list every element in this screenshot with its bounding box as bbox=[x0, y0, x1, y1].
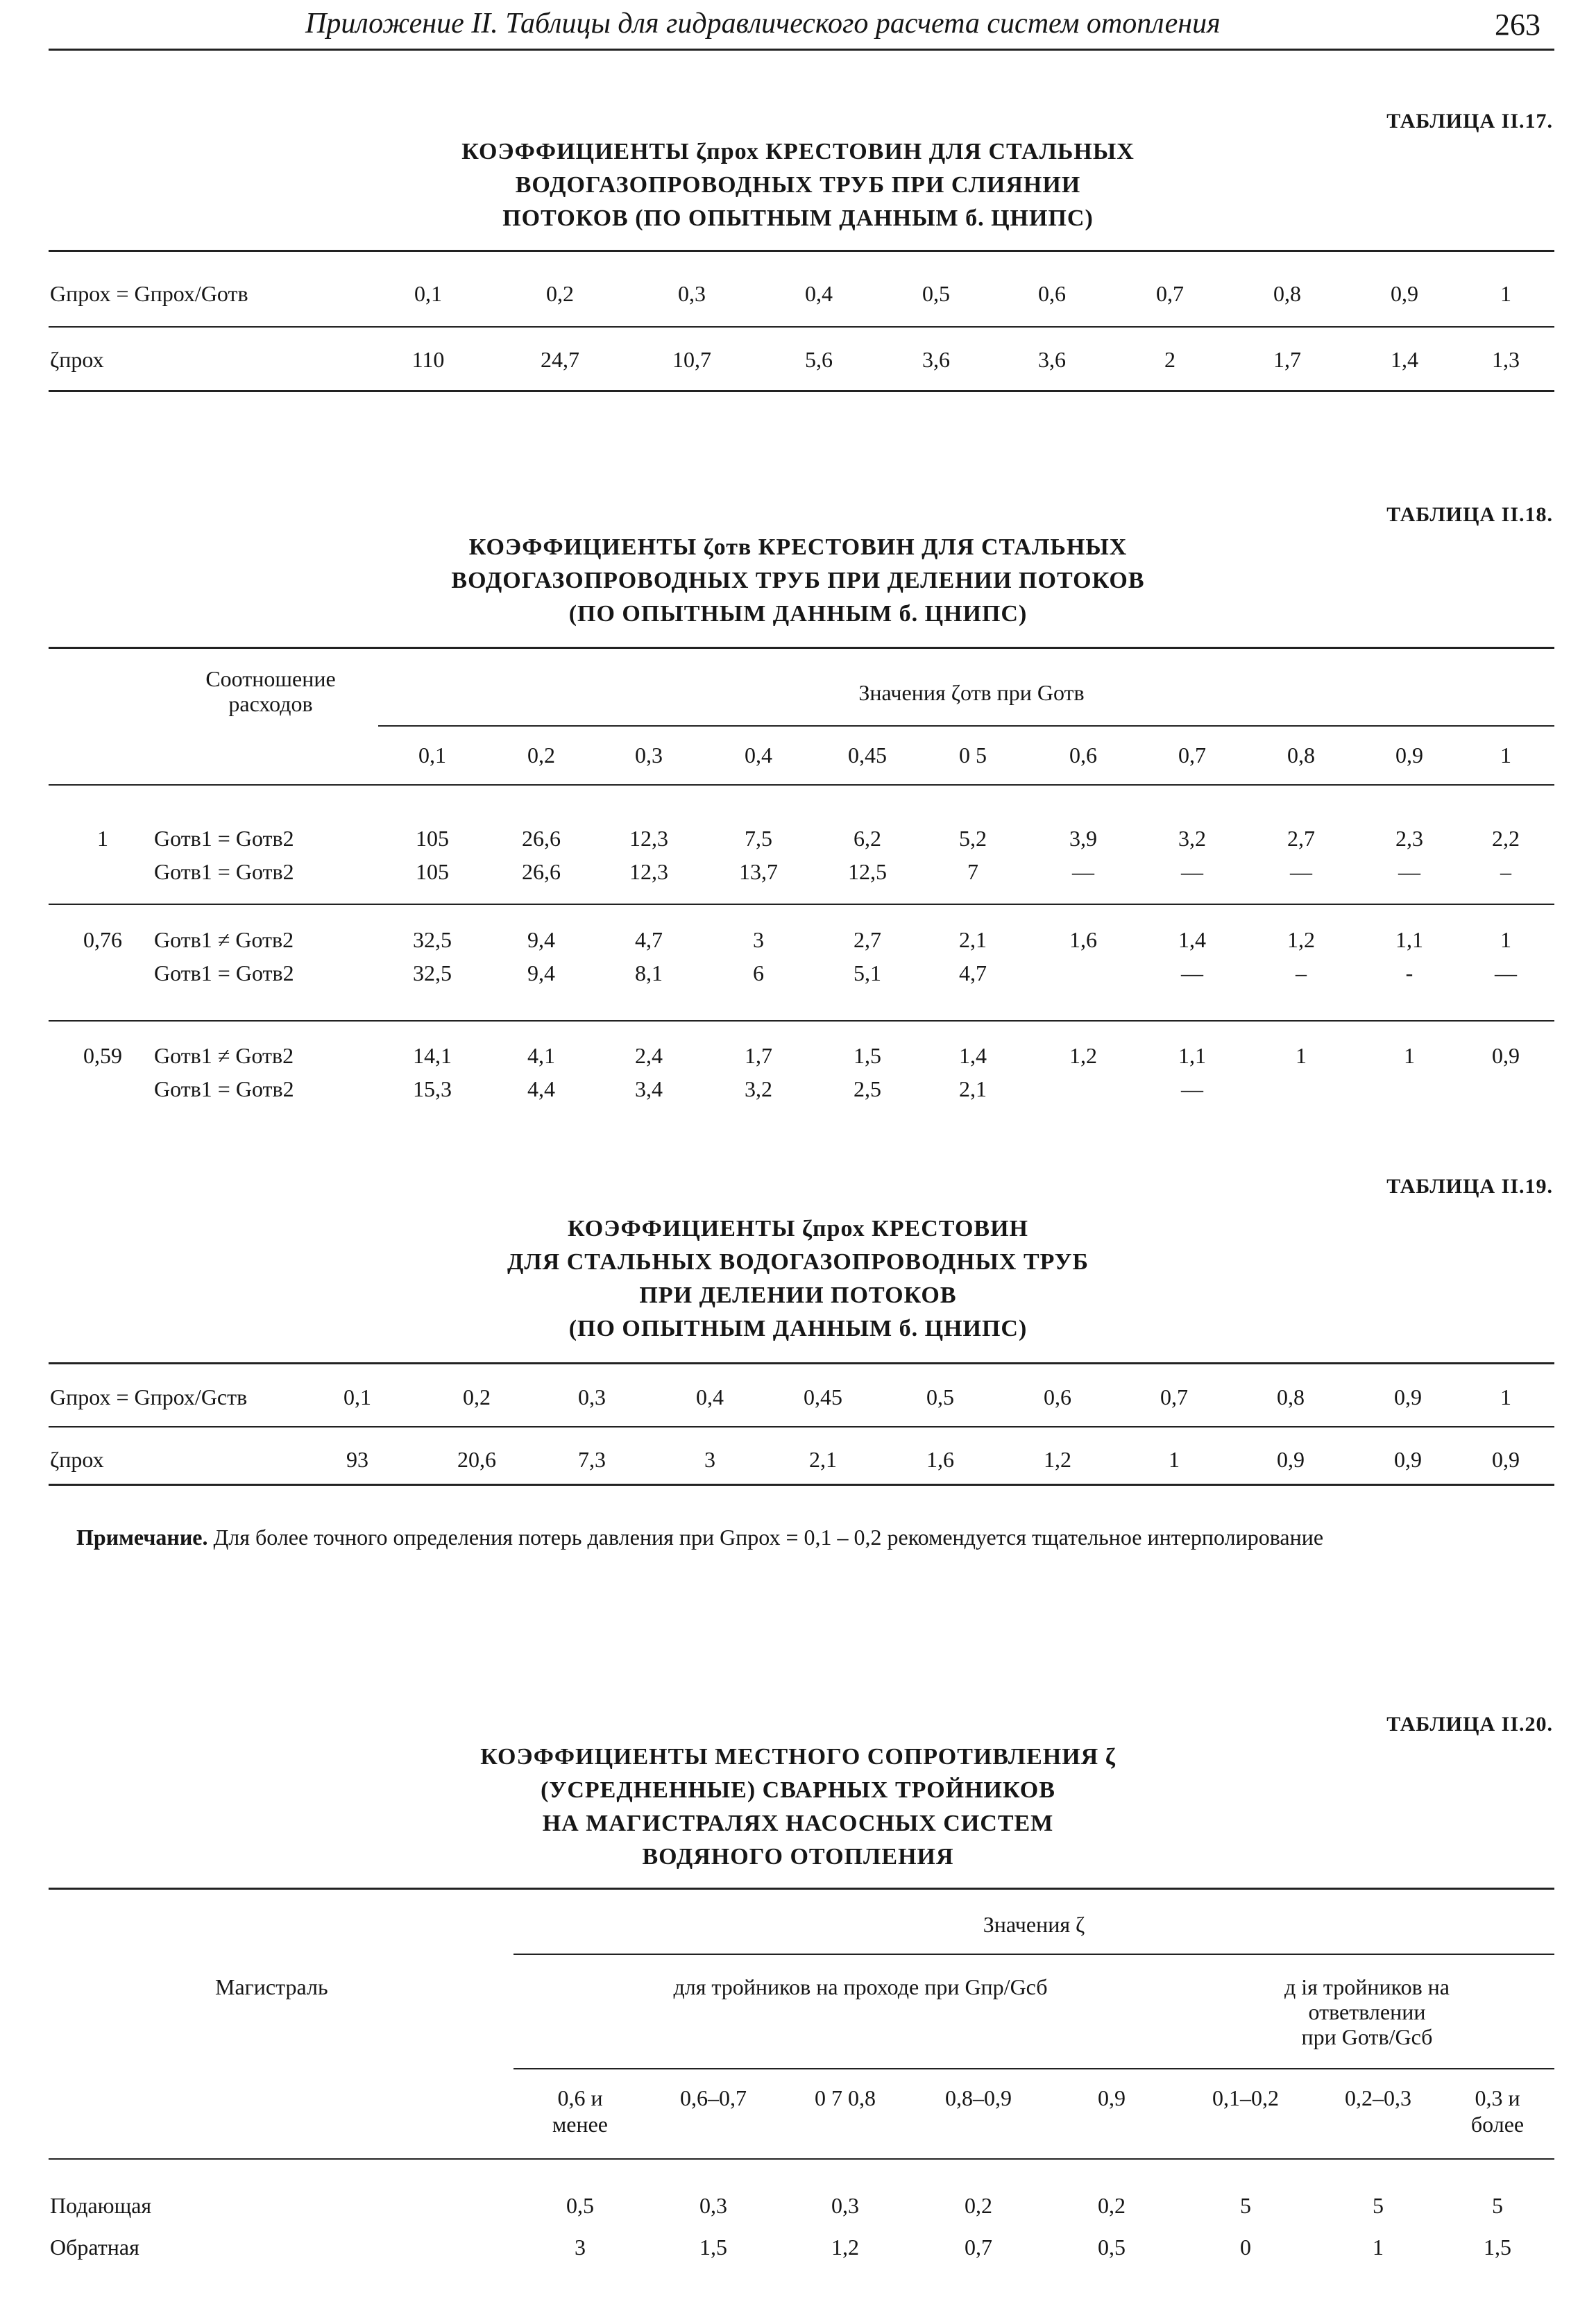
value-cell: 0,3 bbox=[699, 2193, 727, 2218]
zeta-value-cell: 3,6 bbox=[922, 347, 950, 372]
table-rule bbox=[49, 1484, 1554, 1486]
row-label-zeta: ζпрох bbox=[50, 347, 104, 372]
range-cell: 0 7 0,8 bbox=[815, 2085, 876, 2110]
g-value-cell: 0,8 bbox=[1277, 1384, 1305, 1409]
g-value-cell: 0,6 bbox=[1069, 743, 1097, 768]
value-cell: 5 bbox=[1492, 2193, 1503, 2218]
g-value-cell: 1 bbox=[1500, 281, 1511, 306]
value-cell: 2,2 bbox=[1492, 826, 1520, 851]
value-cell: 3,4 bbox=[635, 1076, 663, 1101]
zeta-value-cell: 1 bbox=[1169, 1447, 1180, 1472]
condition-cell: Gотв1 = Gотв2 bbox=[154, 859, 294, 884]
value-cell: 9,4 bbox=[527, 927, 555, 952]
value-cell: 12,3 bbox=[629, 826, 668, 851]
value-cell: 1 bbox=[1373, 2235, 1384, 2260]
title-line: ВОДОГАЗОПРОВОДНЫХ ТРУБ ПРИ СЛИЯНИИ bbox=[515, 172, 1081, 198]
title-line: (УСРЕДНЕННЫЕ) СВАРНЫХ ТРОЙНИКОВ bbox=[541, 1777, 1055, 1803]
g-value-cell: 0,2 bbox=[463, 1384, 491, 1409]
g-value-cell: 1 bbox=[1500, 1384, 1511, 1409]
range-cell: 0,3 и bbox=[1475, 2085, 1520, 2110]
condition-cell: Gотв1 ≠ Gотв2 bbox=[154, 1043, 294, 1068]
title-line: КОЭФФИЦИЕНТЫ ζотв КРЕСТОВИН ДЛЯ СТАЛЬНЫХ bbox=[468, 534, 1128, 560]
g-value-cell: 0,1 bbox=[418, 743, 446, 768]
header-title: Приложение II. Таблицы для гидравлического расчета систем отопления bbox=[305, 8, 1221, 40]
value-cell: 4,7 bbox=[635, 927, 663, 952]
value-cell: 12,3 bbox=[629, 859, 668, 884]
value-cell: 5,2 bbox=[959, 826, 987, 851]
table-rule bbox=[49, 2158, 1554, 2160]
value-cell: 3,2 bbox=[1178, 826, 1206, 851]
value-cell: 9,4 bbox=[527, 960, 555, 985]
value-cell: 1,4 bbox=[1178, 927, 1206, 952]
g-value-cell: 0,4 bbox=[745, 743, 772, 768]
col-head-branch bbox=[1180, 1974, 1554, 2049]
g-value-cell: 0,6 bbox=[1038, 281, 1066, 306]
table-rule bbox=[513, 2068, 1554, 2069]
zeta-value-cell: 1,4 bbox=[1391, 347, 1418, 372]
g-value-cell: 0,8 bbox=[1287, 743, 1315, 768]
value-cell: 1,1 bbox=[1178, 1043, 1206, 1068]
range-cell: более bbox=[1470, 2112, 1525, 2137]
value-cell: 0,2 bbox=[1098, 2193, 1126, 2218]
g-value-cell: 0,3 bbox=[635, 743, 663, 768]
note-label: Примечание. bbox=[76, 1525, 208, 1550]
row-label-g: Gпрох = Gпрох/Gотв bbox=[50, 281, 248, 306]
g-value-cell: 0,9 bbox=[1395, 743, 1423, 768]
zeta-value-cell: 5,6 bbox=[805, 347, 833, 372]
value-cell: 3,9 bbox=[1069, 826, 1097, 851]
table-label-18: ТАБЛИЦА II.18. bbox=[1386, 503, 1553, 526]
value-cell: 4,4 bbox=[527, 1076, 555, 1101]
table-title-18 bbox=[0, 531, 1596, 631]
value-cell: 1,2 bbox=[1287, 927, 1315, 952]
g-value-cell: 0,5 bbox=[922, 281, 950, 306]
value-cell: 1,4 bbox=[959, 1043, 987, 1068]
col-head-line: д ія тройников на bbox=[1284, 1974, 1450, 1999]
value-cell: 5,1 bbox=[854, 960, 881, 985]
g-value-cell: 0,9 bbox=[1391, 281, 1418, 306]
value-cell: 2,3 bbox=[1395, 826, 1423, 851]
col-head-line: Соотношение bbox=[205, 666, 336, 691]
g-value-cell: 0,2 bbox=[527, 743, 555, 768]
value-cell: 1 bbox=[1296, 1043, 1307, 1068]
value-cell: 0,9 bbox=[1492, 1043, 1520, 1068]
zeta-value-cell: 1,3 bbox=[1492, 347, 1520, 372]
value-cell: 1,1 bbox=[1395, 927, 1423, 952]
value-cell: 2,1 bbox=[959, 1076, 987, 1101]
zeta-value-cell: 1,7 bbox=[1273, 347, 1301, 372]
title-line: КОЭФФИЦИЕНТЫ ζпрох КРЕСТОВИН bbox=[567, 1216, 1028, 1242]
value-cell: 2,7 bbox=[854, 927, 881, 952]
row-label-g: Gпрох = Gпрох/Gств bbox=[50, 1384, 248, 1409]
col-head-pass: для тройников на проходе при Gпр/Gсб bbox=[673, 1974, 1048, 1999]
zeta-value-cell: 0,9 bbox=[1394, 1447, 1422, 1472]
table-rule bbox=[49, 1020, 1554, 1022]
value-cell: 0,5 bbox=[566, 2193, 594, 2218]
title-line: (ПО ОПЫТНЫМ ДАННЫМ б. ЦНИПС) bbox=[568, 1316, 1028, 1341]
value-cell: — bbox=[1072, 859, 1094, 884]
col-head-line: ответвлении bbox=[1308, 1999, 1426, 2024]
value-cell: 8,1 bbox=[635, 960, 663, 985]
value-cell: 1 bbox=[1404, 1043, 1415, 1068]
g-value-cell: 0,4 bbox=[696, 1384, 724, 1409]
zeta-value-cell: 24,7 bbox=[541, 347, 579, 372]
value-cell: 13,7 bbox=[739, 859, 778, 884]
value-cell: 1,2 bbox=[831, 2235, 859, 2260]
g-value-cell: 0,1 bbox=[343, 1384, 371, 1409]
range-cell: 0,6–0,7 bbox=[680, 2085, 747, 2110]
g-value-cell: 0,3 bbox=[678, 281, 706, 306]
title-line: КОЭФФИЦИЕНТЫ МЕСТНОГО СОПРОТИВЛЕНИЯ ζ bbox=[480, 1744, 1116, 1770]
table-rule bbox=[49, 326, 1554, 328]
zeta-value-cell: 1,2 bbox=[1044, 1447, 1071, 1472]
zeta-value-cell: 2,1 bbox=[809, 1447, 837, 1472]
table-title-19 bbox=[0, 1212, 1596, 1346]
table-rule bbox=[378, 725, 1554, 727]
value-cell: 7,5 bbox=[745, 826, 772, 851]
range-cell: 0,9 bbox=[1098, 2085, 1126, 2110]
ratio-cell: 0,59 bbox=[83, 1043, 122, 1068]
title-line: (ПО ОПЫТНЫМ ДАННЫМ б. ЦНИПС) bbox=[568, 601, 1028, 627]
col-head-line: расходов bbox=[228, 691, 313, 716]
value-cell: — bbox=[1181, 859, 1203, 884]
zeta-value-cell: 10,7 bbox=[672, 347, 711, 372]
table-note bbox=[76, 1523, 1547, 1551]
value-cell: 6 bbox=[753, 960, 764, 985]
value-cell: 32,5 bbox=[413, 960, 452, 985]
table-rule bbox=[49, 250, 1554, 252]
value-cell: 26,6 bbox=[522, 826, 561, 851]
range-cell: 0,6 и bbox=[557, 2085, 603, 2110]
condition-cell: Gотв1 = Gотв2 bbox=[154, 960, 294, 985]
value-cell: 5 bbox=[1240, 2193, 1251, 2218]
g-value-cell: 0,2 bbox=[546, 281, 574, 306]
value-cell: 5 bbox=[1373, 2193, 1384, 2218]
page-number: 263 bbox=[1495, 8, 1540, 42]
g-value-cell: 0,45 bbox=[804, 1384, 842, 1409]
value-cell: 2,1 bbox=[959, 927, 987, 952]
zeta-value-cell: 0,9 bbox=[1492, 1447, 1520, 1472]
value-cell: 105 bbox=[416, 826, 449, 851]
col-head-main: Магистраль bbox=[215, 1974, 328, 1999]
value-cell: 1,6 bbox=[1069, 927, 1097, 952]
g-value-cell: 0,1 bbox=[414, 281, 442, 306]
value-cell: 1,5 bbox=[699, 2235, 727, 2260]
title-line: ПОТОКОВ (ПО ОПЫТНЫМ ДАННЫМ б. ЦНИПС) bbox=[502, 205, 1094, 231]
row-name: Обратная bbox=[50, 2235, 139, 2260]
range-cell: 0,8–0,9 bbox=[945, 2085, 1012, 2110]
range-cell: 0,2–0,3 bbox=[1345, 2085, 1411, 2110]
condition-cell: Gотв1 = Gотв2 bbox=[154, 1076, 294, 1101]
g-value-cell: 0,7 bbox=[1160, 1384, 1188, 1409]
table-rule bbox=[49, 784, 1554, 786]
page-header bbox=[49, 6, 1554, 51]
zeta-value-cell: 7,3 bbox=[578, 1447, 606, 1472]
ratio-cell: 1 bbox=[97, 826, 108, 851]
value-cell: 1,5 bbox=[854, 1043, 881, 1068]
value-cell: — bbox=[1495, 960, 1517, 985]
table-rule bbox=[49, 1888, 1554, 1890]
title-line: КОЭФФИЦИЕНТЫ ζпрох КРЕСТОВИН ДЛЯ СТАЛЬНЫХ bbox=[461, 139, 1135, 164]
value-cell: 0 bbox=[1240, 2235, 1251, 2260]
title-line: ДЛЯ СТАЛЬНЫХ ВОДОГАЗОПРОВОДНЫХ ТРУБ bbox=[507, 1249, 1089, 1275]
table-label-20: ТАБЛИЦА II.20. bbox=[1386, 1713, 1553, 1736]
table-rule bbox=[49, 904, 1554, 905]
zeta-value-cell: 0,9 bbox=[1277, 1447, 1305, 1472]
g-value-cell: 0,3 bbox=[578, 1384, 606, 1409]
note-text: Для более точного определения потерь давления при Gпрох = 0,1 – 0,2 рекомендуется тщательное интерполирование bbox=[213, 1525, 1324, 1550]
g-value-cell: 0,45 bbox=[848, 743, 887, 768]
col-head-ratio bbox=[125, 666, 416, 716]
value-cell: 7 bbox=[967, 859, 978, 884]
value-cell: 15,3 bbox=[413, 1076, 452, 1101]
g-value-cell: 0,9 bbox=[1394, 1384, 1422, 1409]
value-cell: 0,2 bbox=[965, 2193, 992, 2218]
table-label-19: ТАБЛИЦА II.19. bbox=[1386, 1175, 1553, 1198]
value-cell: 3,2 bbox=[745, 1076, 772, 1101]
table-rule bbox=[513, 1954, 1554, 1955]
g-value-cell: 1 bbox=[1500, 743, 1511, 768]
title-line: ВОДОГАЗОПРОВОДНЫХ ТРУБ ПРИ ДЕЛЕНИИ ПОТОКОВ bbox=[451, 568, 1145, 593]
table-title-20 bbox=[0, 1740, 1596, 1874]
value-cell: 12,5 bbox=[848, 859, 887, 884]
value-cell: 26,6 bbox=[522, 859, 561, 884]
zeta-value-cell: 2 bbox=[1164, 347, 1175, 372]
value-cell: — bbox=[1181, 1076, 1203, 1101]
row-name: Подающая bbox=[50, 2193, 152, 2218]
g-value-cell: 0 5 bbox=[959, 743, 987, 768]
title-line: ПРИ ДЕЛЕНИИ ПОТОКОВ bbox=[639, 1282, 957, 1308]
value-cell: 3 bbox=[575, 2235, 586, 2260]
value-cell: 0,3 bbox=[831, 2193, 859, 2218]
col-head-line: при Gотв/Gсб bbox=[1301, 2024, 1433, 2049]
value-cell: 2,7 bbox=[1287, 826, 1315, 851]
zeta-value-cell: 3,6 bbox=[1038, 347, 1066, 372]
value-cell: 1 bbox=[1500, 927, 1511, 952]
table-rule bbox=[49, 390, 1554, 392]
g-value-cell: 0,8 bbox=[1273, 281, 1301, 306]
value-cell: — bbox=[1398, 859, 1420, 884]
value-cell: 0,7 bbox=[965, 2235, 992, 2260]
value-cell: 105 bbox=[416, 859, 449, 884]
zeta-value-cell: 110 bbox=[411, 347, 445, 372]
value-cell: 4,1 bbox=[527, 1043, 555, 1068]
value-cell: 32,5 bbox=[413, 927, 452, 952]
title-line: ВОДЯНОГО ОТОПЛЕНИЯ bbox=[642, 1844, 954, 1870]
value-cell: 3 bbox=[753, 927, 764, 952]
value-cell: – bbox=[1500, 859, 1511, 884]
value-cell: 2,5 bbox=[854, 1076, 881, 1101]
value-cell: 1,5 bbox=[1484, 2235, 1511, 2260]
g-value-cell: 0,7 bbox=[1178, 743, 1206, 768]
condition-cell: Gотв1 ≠ Gотв2 bbox=[154, 927, 294, 952]
title-line: НА МАГИСТРАЛЯХ НАСОСНЫХ СИСТЕМ bbox=[542, 1811, 1054, 1836]
value-cell: — bbox=[1290, 859, 1312, 884]
table-title-17 bbox=[0, 135, 1596, 235]
value-cell: 4,7 bbox=[959, 960, 987, 985]
value-cell: 1,7 bbox=[745, 1043, 772, 1068]
range-cell: 0,1–0,2 bbox=[1212, 2085, 1279, 2110]
condition-cell: Gотв1 = Gотв2 bbox=[154, 826, 294, 851]
value-cell: 6,2 bbox=[854, 826, 881, 851]
value-cell: – bbox=[1296, 960, 1307, 985]
g-value-cell: 0,6 bbox=[1044, 1384, 1071, 1409]
value-cell: - bbox=[1405, 960, 1414, 985]
table-rule bbox=[49, 1426, 1554, 1428]
value-cell: 0,5 bbox=[1098, 2235, 1126, 2260]
value-cell: 2,4 bbox=[635, 1043, 663, 1068]
table-rule bbox=[49, 647, 1554, 649]
zeta-value-cell: 20,6 bbox=[457, 1447, 496, 1472]
ratio-cell: 0,76 bbox=[83, 927, 122, 952]
zeta-value-cell: 3 bbox=[704, 1447, 715, 1472]
col-head-values: Значения ζ bbox=[983, 1912, 1085, 1937]
value-cell: 1,2 bbox=[1069, 1043, 1097, 1068]
row-label-zeta: ζпрох bbox=[50, 1447, 104, 1472]
col-head-values: Значения ζотв при Gотв bbox=[858, 680, 1085, 705]
g-value-cell: 0,5 bbox=[926, 1384, 954, 1409]
zeta-value-cell: 1,6 bbox=[926, 1447, 954, 1472]
value-cell: — bbox=[1181, 960, 1203, 985]
table-label-17: ТАБЛИЦА II.17. bbox=[1386, 110, 1553, 133]
table-rule bbox=[49, 1362, 1554, 1364]
range-cell: менее bbox=[552, 2112, 608, 2137]
g-value-cell: 0,4 bbox=[805, 281, 833, 306]
g-value-cell: 0,7 bbox=[1156, 281, 1184, 306]
value-cell: 14,1 bbox=[413, 1043, 452, 1068]
zeta-value-cell: 93 bbox=[346, 1447, 368, 1472]
